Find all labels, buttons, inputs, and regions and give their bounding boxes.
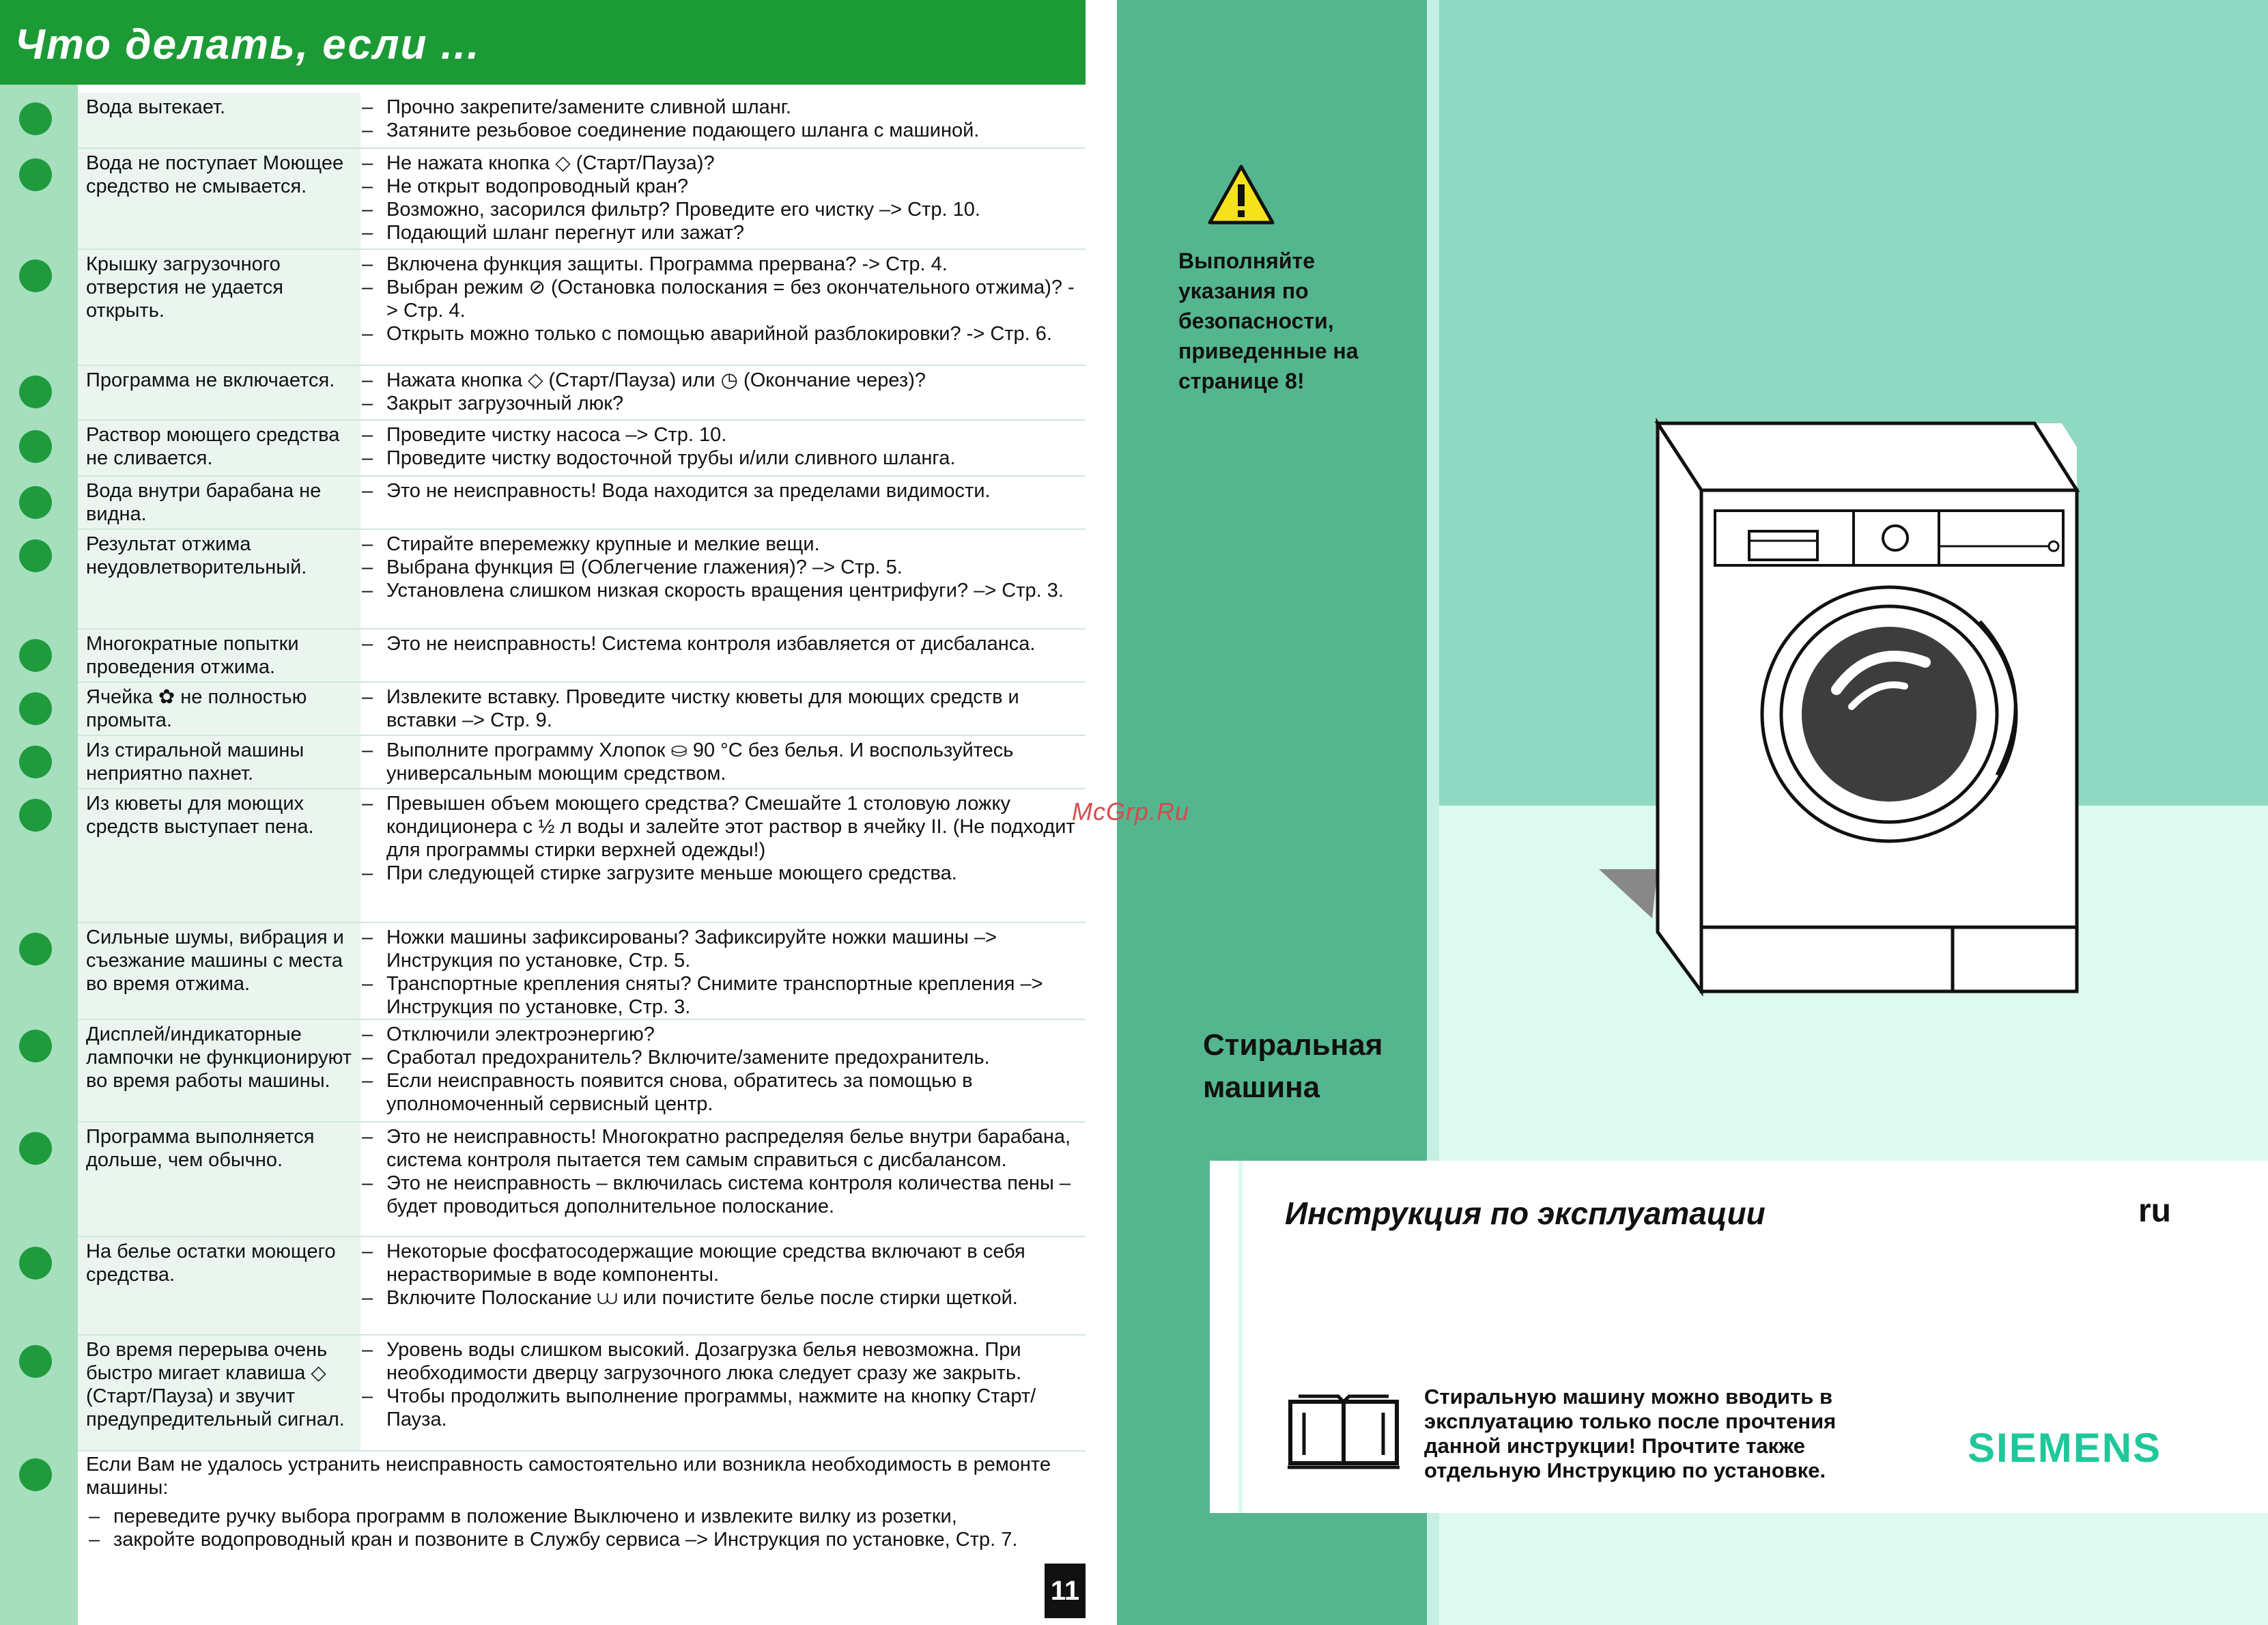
solution-item: – Извлеките вставку. Проведите чистку кюветы для моющих средств и вставки –> Стр. 9. <box>362 686 1086 732</box>
trouble-row <box>78 683 1086 736</box>
solution-item: – Прочно закрепите/замените сливной шланг. <box>362 96 1086 119</box>
trouble-row <box>78 1020 1086 1122</box>
bullet-dot <box>19 639 52 672</box>
page-title: Что делать, если ... <box>15 21 481 68</box>
row-divider <box>78 1450 1086 1452</box>
solution-item: – Возможно, засорился фильтр? Проведите его чистку –> Стр. 10. <box>362 198 1086 221</box>
solution-item: – Нажата кнопка ◇ (Старт/Пауза) или ◷ (Окончание через)? <box>362 369 1086 392</box>
trouble-row <box>78 421 1086 477</box>
solution-item: – Включена функция защиты. Программа прервана? -> Стр. 4. <box>362 253 1086 276</box>
trouble-row <box>78 366 1086 421</box>
bullet-dot <box>19 799 52 832</box>
solution-item: – Выполните программу Хлопок ⛀ 90 °C без белья. И воспользуйтесь универсальным моющим средством. <box>362 739 1086 785</box>
brand-logo: SIEMENS <box>1968 1425 2162 1471</box>
safety-warning: Выполняйте указания по безопасности, приведенные на странице 8! <box>1178 249 1359 393</box>
bullet-dot <box>19 259 52 292</box>
bullet-dot <box>19 376 52 408</box>
solution-list <box>362 1240 1086 1310</box>
language-code: ru <box>2138 1193 2171 1229</box>
problem-text: Дисплей/индикаторные лампочки не функционируют во время работы машины. <box>86 1023 352 1092</box>
solution-item: – Затяните резьбовое соединение подающего шланга с машиной. <box>362 119 1086 142</box>
product-title <box>1203 1024 1383 1109</box>
solution-item: – Чтобы продолжить выполнение программы, нажмите на кнопку Старт/Пауза. <box>362 1385 1086 1431</box>
solution-item: – Стирайте вперемежку крупные и мелкие вещи. <box>362 533 1086 556</box>
product-title-line: машина <box>1203 1071 1320 1104</box>
solution-list <box>362 739 1086 785</box>
trouble-row <box>78 93 1086 149</box>
solution-item: – Включите Полоскание ⩊ или почистите белье после стирки щеткой. <box>362 1286 1086 1310</box>
service-item: – переведите ручку выбора программ в положение Выключено и извлеките вилку из розетки, <box>89 1505 1086 1528</box>
trouble-row <box>78 1122 1086 1237</box>
solution-item: – Транспортные крепления сняты? Снимите транспортные крепления –> Инструкция по установке, Стр. 3. <box>362 972 1086 1019</box>
solution-item: – Проведите чистку водосточной трубы и/или сливного шланга. <box>362 447 1086 470</box>
warning-icon <box>1207 162 1275 227</box>
cover-note: Стиральную машину можно вводить в эксплуатацию только после прочтения данной инструкции! Прочтите также отдельную Инструкцию по установке. <box>1424 1385 1837 1482</box>
product-title-line: Стиральная <box>1203 1028 1383 1062</box>
solution-item: – Это не неисправность! Многократно распределяя белье внутри барабана, система контроля пытается тем самым справиться с дисбалансом. <box>362 1125 1086 1172</box>
trouble-row <box>78 789 1086 923</box>
problem-text: Ячейка ✿ не полностью промыта. <box>86 686 307 731</box>
solution-list <box>362 479 1086 503</box>
bullet-dot <box>19 102 52 135</box>
solution-list <box>362 632 1086 655</box>
solution-item: – Некоторые фосфатосодержащие моющие средства включают в себя нерастворимые в воде компоненты. <box>362 1240 1086 1286</box>
solution-item: – Уровень воды слишком высокий. Дозагрузка белья невозможна. При необходимости дверцу загрузочного люка следует сразу же закрыть. <box>362 1338 1086 1385</box>
problem-text: Во время перерыва очень быстро мигает клавиша ◇ (Старт/Пауза) и звучит предупредительный сигнал. <box>86 1339 345 1430</box>
problem-text: Программа выполняется дольше, чем обычно. <box>86 1126 315 1171</box>
solution-item: – Не открыт водопроводный кран? <box>362 175 1086 198</box>
solution-list <box>362 253 1086 345</box>
solution-item: – При следующей стирке загрузите меньше моющего средства. <box>362 862 1086 885</box>
problem-text: Крышку загрузочного отверстия не удается открыть. <box>86 253 283 322</box>
solution-item: – Проведите чистку насоса –> Стр. 10. <box>362 423 1086 447</box>
problem-text: Раствор моющего средства не сливается. <box>86 424 340 469</box>
solution-list <box>362 1125 1086 1218</box>
bullet-dot <box>19 486 52 519</box>
solution-item: – Сработал предохранитель? Включите/замените предохранитель. <box>362 1046 1086 1069</box>
bullet-dot <box>19 539 52 572</box>
solution-list <box>362 1023 1086 1116</box>
service-intro: Если Вам не удалось устранить неисправность самостоятельно или возникла необходимость в ремонте машины: <box>86 1454 1051 1499</box>
bullet-dot <box>19 746 52 778</box>
solution-list <box>362 533 1086 602</box>
trouble-row <box>78 477 1086 530</box>
service-instructions <box>78 1453 1086 1551</box>
problem-text: На белье остатки моющего средства. <box>86 1241 336 1286</box>
solution-item: – Выбран режим ⊘ (Остановка полоскания = без окончательного отжима)? -> Стр. 4. <box>362 276 1086 322</box>
solution-item: – Отключили электроэнергию? <box>362 1023 1086 1046</box>
trouble-row <box>78 530 1086 630</box>
solution-item: – Это не неисправность! Вода находится за пределами видимости. <box>362 479 1086 503</box>
solution-list <box>362 686 1086 732</box>
washing-machine-illustration <box>1598 416 2089 997</box>
solution-list <box>362 1338 1086 1431</box>
problem-text: Вода внутри барабана не видна. <box>86 480 322 525</box>
trouble-row <box>78 250 1086 366</box>
solution-list <box>362 423 1086 470</box>
title-bar <box>0 0 1086 85</box>
solution-list <box>362 926 1086 1019</box>
trouble-row <box>78 149 1086 250</box>
problem-text: Вода вытекает. <box>86 96 226 118</box>
solution-item: – Ножки машины зафиксированы? Зафиксируйте ножки машины –> Инструкция по установке, Стр. 5. <box>362 926 1086 972</box>
trouble-row <box>78 1237 1086 1336</box>
solution-item: – Если неисправность появится снова, обратитесь за помощью в уполномоченный сервисный центр. <box>362 1069 1086 1116</box>
bullet-dot <box>19 158 52 191</box>
solution-list <box>362 792 1086 885</box>
bullet-dot <box>19 933 52 965</box>
service-item: – закройте водопроводный кран и позвоните в Службу сервиса –> Инструкция по установке, Стр. 7. <box>89 1528 1086 1551</box>
bullet-dot <box>19 430 52 463</box>
solution-item: – Открыть можно только с помощью аварийной разблокировки? -> Стр. 6. <box>362 322 1086 345</box>
solution-item: – Выбрана функция ⊟ (Облегчение глажения)? –> Стр. 5. <box>362 556 1086 579</box>
bullet-dot <box>19 1458 52 1491</box>
solution-list <box>362 369 1086 415</box>
problem-text: Сильные шумы, вибрация и съезжание машины с места во время отжима. <box>86 927 344 995</box>
watermark: McGrp.Ru <box>1072 797 1190 825</box>
trouble-row <box>78 1336 1086 1452</box>
solution-item: – Установлена слишком низкая скорость вращения центрифуги? –> Стр. 3. <box>362 579 1086 602</box>
trouble-row <box>78 923 1086 1020</box>
bullet-dot <box>19 1132 52 1165</box>
solution-item: – Превышен объем моющего средства? Смешайте 1 столовую ложку кондиционера с ½ л воды и залейте этот раствор в ячейку II. (Не подходит для программы стирки верхней одежды!) <box>362 792 1086 862</box>
manual-title: Инструкция по эксплуатации <box>1285 1196 1766 1231</box>
solution-item: – Это не неисправность – включилась система контроля количества пены – будет проводиться дополнительное полоскание. <box>362 1172 1086 1218</box>
trouble-row <box>78 630 1086 683</box>
problem-text: Из стиральной машины неприятно пахнет. <box>86 739 304 785</box>
solution-list <box>362 96 1086 142</box>
solution-item: – Закрыт загрузочный люк? <box>362 392 1086 415</box>
solution-item: – Не нажата кнопка ◇ (Старт/Пауза)? <box>362 152 1086 175</box>
problem-text: Вода не поступает Моющее средство не смывается. <box>86 152 344 197</box>
problem-text: Из кюветы для моющих средств выступает пена. <box>86 793 314 838</box>
page-number: 11 <box>1045 1564 1086 1618</box>
solution-item: – Подающий шланг перегнут или зажат? <box>362 221 1086 244</box>
problem-text: Многократные попытки проведения отжима. <box>86 633 299 678</box>
bullet-dot <box>19 692 52 725</box>
book-icon <box>1284 1389 1404 1471</box>
problem-text: Результат отжима неудовлетворительный. <box>86 533 307 578</box>
bullet-dot <box>19 1345 52 1378</box>
trouble-row <box>78 736 1086 789</box>
problem-text: Программа не включается. <box>86 369 335 391</box>
bullet-dot <box>19 1030 52 1062</box>
solution-item: – Это не неисправность! Система контроля избавляется от дисбаланса. <box>362 632 1086 655</box>
solution-list <box>362 152 1086 244</box>
bullet-dot <box>19 1247 52 1280</box>
